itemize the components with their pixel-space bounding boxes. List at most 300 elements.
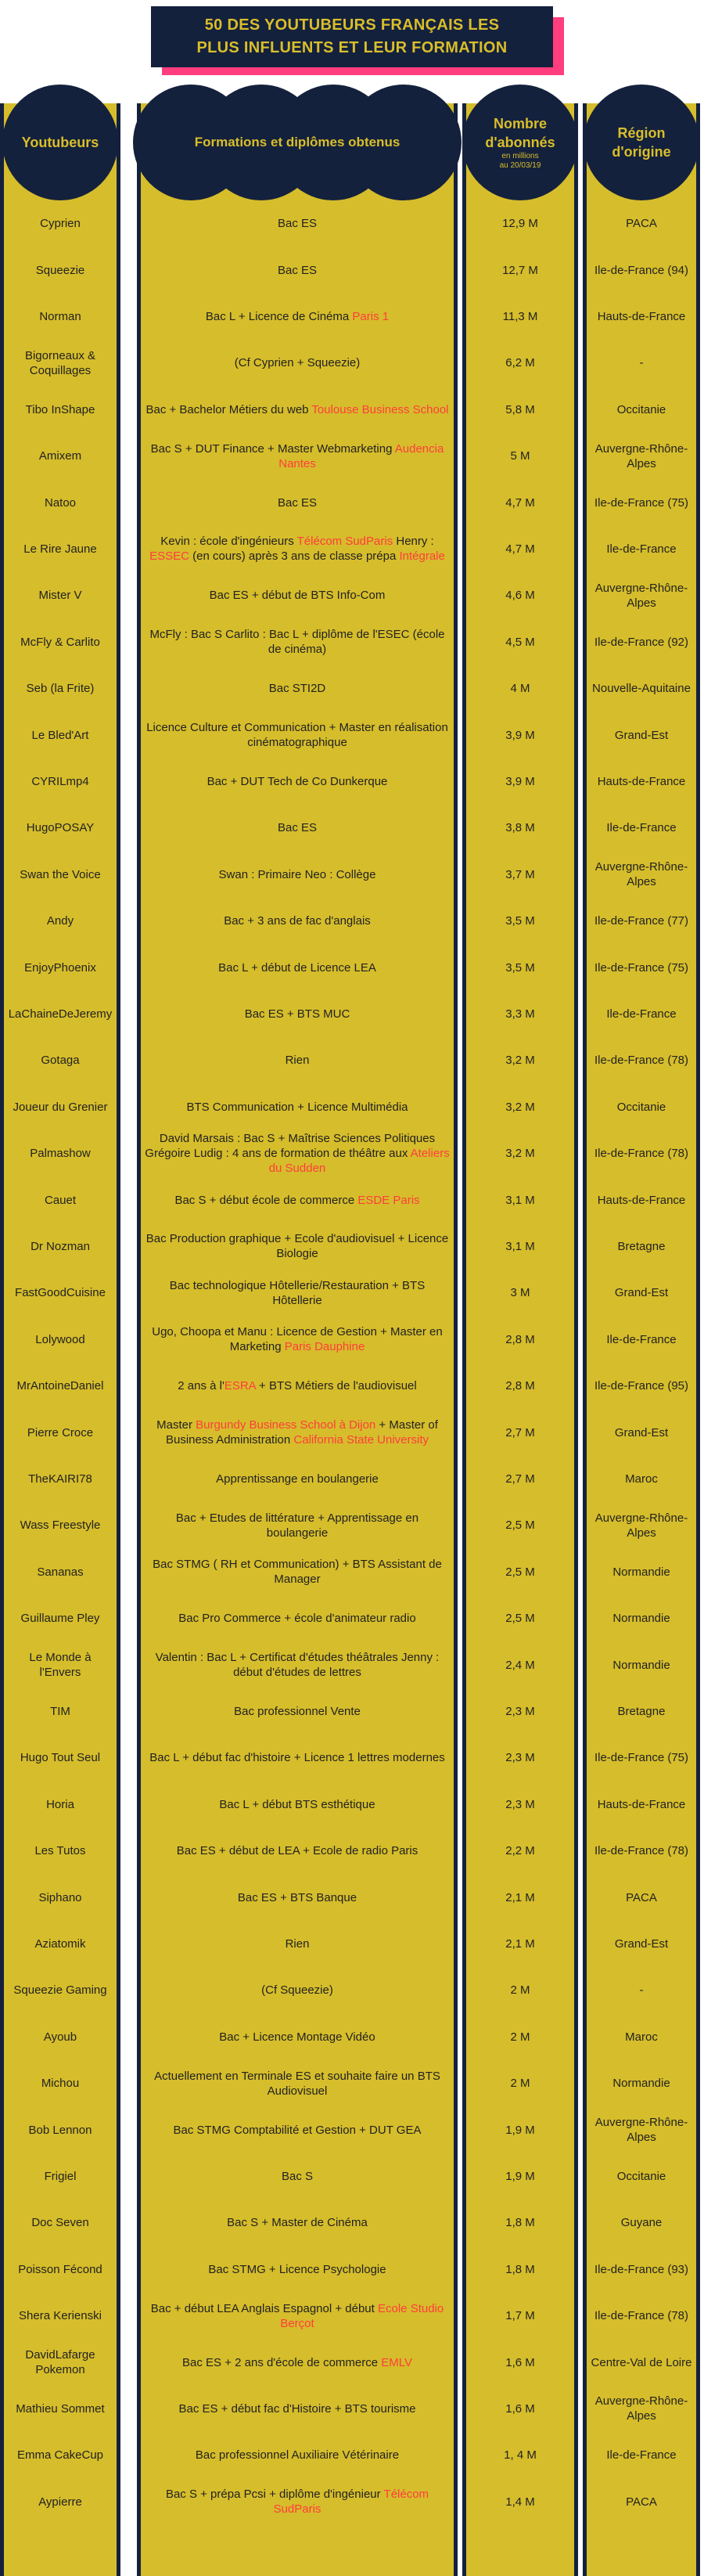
header-region-line-1: Région	[617, 125, 666, 141]
formation-text	[224, 913, 371, 928]
formation-text	[216, 1472, 379, 1486]
header-subs-note-1: en millions	[501, 152, 539, 160]
table-row	[0, 1317, 704, 1363]
table-row	[0, 433, 704, 479]
formation-text	[208, 2262, 386, 2277]
youtubeur-name: LaChaineDeJeremy	[8, 1007, 113, 1021]
formation-text	[282, 2169, 313, 2184]
formation-cell	[141, 2339, 454, 2385]
formation-text	[219, 2030, 375, 2045]
header-subs-line-2: d'abonnés	[485, 135, 555, 150]
youtubeur-name: Le Rire Jaune	[23, 542, 97, 556]
table-row	[0, 1641, 704, 1688]
formation-text	[206, 309, 389, 324]
youtubeur-name: Horia	[46, 1797, 74, 1811]
table-row	[0, 1176, 704, 1223]
origin-region: Auvergne-Rhône-Alpes	[594, 1511, 688, 1540]
formation-cell	[141, 2432, 454, 2478]
youtubeur-name: Sananas	[37, 1565, 84, 1579]
subscriber-count: 2,7 M	[505, 1425, 535, 1439]
formation-segment: Ugo, Choopa et Manu : Licence de Gestion + Master en Marketing	[152, 1325, 443, 1354]
formation-segment: Bac ES	[277, 821, 318, 835]
origin-region: Grand-Est	[614, 1286, 669, 1300]
youtubeur-name: Squeezie Gaming	[13, 1983, 107, 1998]
formation-cell	[141, 479, 454, 525]
formation-cell	[141, 1270, 454, 1316]
table-row	[0, 2153, 704, 2200]
youtubeur-name: TIM	[50, 1704, 70, 1718]
youtubeur-name: Shera Kerienski	[19, 2309, 102, 2323]
table-row	[0, 1874, 704, 1920]
table-row	[0, 2386, 704, 2432]
formation-segment: Bac STMG Comptabilité et Gestion + DUT GEA	[173, 2123, 422, 2137]
formation-segment: Bac ES	[277, 263, 318, 277]
formation-cell	[141, 1317, 454, 1363]
table-row	[0, 200, 704, 247]
formation-cell	[141, 387, 454, 433]
youtubeur-name: Michou	[41, 2077, 80, 2091]
subscriber-count: 3,8 M	[505, 821, 535, 835]
table-row	[0, 1363, 704, 1409]
formation-text	[144, 1650, 451, 1680]
formation-school-highlight: Télécom SudParis	[273, 2488, 429, 2517]
formation-segment: Bac S	[281, 2169, 314, 2183]
subscriber-count: 1,9 M	[505, 2123, 535, 2137]
origin-region: Ile-de-France (92)	[594, 635, 689, 649]
origin-region: Auvergne-Rhône-Alpes	[594, 860, 688, 889]
origin-region: Guyane	[620, 2216, 663, 2230]
youtubeur-name: DavidLafarge Pokemon	[25, 2348, 95, 2377]
formation-text	[278, 820, 317, 835]
table-row	[0, 944, 704, 990]
formation-cell	[141, 1921, 454, 1967]
formation-segment: Bac + Licence Montage Vidéo	[219, 2030, 375, 2044]
youtubeur-name: Siphano	[38, 1890, 82, 1904]
subscriber-count: 2,1 M	[505, 1937, 535, 1951]
origin-region: Hauts-de-France	[597, 774, 686, 788]
header-region	[583, 85, 700, 200]
formation-cell	[141, 991, 454, 1037]
formation-text	[278, 216, 317, 231]
table-row	[0, 665, 704, 712]
youtubeur-name: Emma CakeCup	[16, 2448, 104, 2463]
formation-segment: Bac Production graphique + Ecole d'audiovisuel + Licence Biologie	[145, 1232, 449, 1261]
origin-region: Ile-de-France (75)	[594, 960, 689, 975]
formation-cell	[141, 340, 454, 386]
formation-text	[269, 681, 326, 696]
formation-segment: Bac + Etudes de littérature + Apprentissage en boulangerie	[175, 1511, 419, 1540]
table-row	[0, 758, 704, 805]
subscriber-count: 4,7 M	[505, 542, 535, 556]
formation-text	[286, 1053, 310, 1068]
table-row	[0, 2106, 704, 2153]
table-row	[0, 991, 704, 1037]
origin-region: Centre-Val de Loire	[591, 2355, 692, 2369]
page-title	[151, 6, 553, 67]
formation-text	[144, 1324, 451, 1354]
subscriber-count: 3,9 M	[505, 774, 535, 788]
subscriber-count: 3,2 M	[505, 1100, 535, 1114]
subscriber-count: 2,5 M	[505, 1519, 535, 1533]
formation-school-highlight: Ateliers du Sudden	[268, 1147, 450, 1176]
formation-cell	[141, 898, 454, 944]
formation-cell	[141, 619, 454, 665]
table-row	[0, 2060, 704, 2106]
origin-region: Ile-de-France (78)	[594, 1147, 689, 1161]
subscriber-count: 2,7 M	[505, 1472, 535, 1486]
origin-region: PACA	[626, 2495, 657, 2509]
formation-segment: Kevin : école d'ingénieurs	[160, 535, 297, 549]
header-subs-note-2: au 20/03/19	[499, 161, 541, 170]
subscriber-count: 2 M	[510, 1983, 530, 1998]
youtubeur-name: Doc Seven	[31, 2216, 89, 2230]
formation-text	[245, 1007, 350, 1021]
formation-school-highlight: Burgundy Business School à Dijon	[196, 1418, 376, 1432]
header-name-label: Youtubeurs	[21, 134, 99, 150]
formation-segment: BTS Communication + Licence Multimédia	[186, 1100, 408, 1114]
formation-text	[149, 1750, 445, 1765]
subscriber-count: 1,8 M	[505, 2216, 535, 2230]
youtubeur-name: Le Bled'Art	[31, 728, 89, 742]
formation-cell	[141, 247, 454, 293]
formation-segment: Bac ES + 2 ans d'école de commerce	[182, 2355, 382, 2369]
youtubeur-name: Seb (la Frite)	[26, 682, 95, 696]
formation-segment: (Cf Cyprien + Squeezie)	[234, 356, 361, 370]
table-row	[0, 1130, 704, 1176]
formation-cell	[141, 2153, 454, 2200]
subscriber-count: 2,5 M	[505, 1612, 535, 1626]
formation-cell	[141, 2246, 454, 2293]
formation-text	[234, 1704, 361, 1719]
table-row	[0, 1921, 704, 1967]
subscriber-count: 5,8 M	[505, 402, 535, 416]
subscriber-count: 2,5 M	[505, 1565, 535, 1579]
youtubeur-name: Palmashow	[30, 1147, 91, 1161]
origin-region: Auvergne-Rhône-Alpes	[594, 581, 688, 610]
subscriber-count: 3,3 M	[505, 1007, 535, 1021]
formation-cell	[141, 2200, 454, 2246]
table-row	[0, 1595, 704, 1641]
formation-text	[186, 1100, 408, 1115]
formation-text	[210, 588, 386, 603]
header-youtubeurs	[2, 85, 118, 200]
youtubeur-name: Ayoub	[43, 2030, 77, 2044]
origin-region: Normandie	[612, 2077, 670, 2091]
origin-region: Nouvelle-Aquitaine	[592, 682, 691, 696]
table-row	[0, 2246, 704, 2293]
subscriber-count: 1,6 M	[505, 2401, 535, 2416]
youtubeur-name: Gotaga	[41, 1054, 80, 1068]
header-formations	[133, 85, 462, 200]
origin-region: Ile-de-France (75)	[594, 495, 689, 510]
formation-school-highlight: Paris Dauphine	[284, 1340, 365, 1354]
origin-region: Occitanie	[616, 2169, 666, 2183]
formation-school-highlight: ESRA	[224, 1379, 256, 1393]
formation-text	[219, 867, 376, 882]
youtubeur-name: FastGoodCuisine	[15, 1286, 106, 1300]
origin-region: Ile-de-France (94)	[594, 263, 689, 277]
table-row	[0, 1223, 704, 1270]
subscriber-count: 3,2 M	[505, 1147, 535, 1161]
formation-text	[207, 774, 388, 789]
table-row	[0, 1688, 704, 1735]
subscriber-count: 12,7 M	[502, 263, 538, 277]
formation-text	[144, 1131, 451, 1176]
subscriber-count: 3,1 M	[505, 1193, 535, 1207]
table-row	[0, 1084, 704, 1130]
origin-region: Grand-Est	[614, 1425, 669, 1439]
formation-text	[219, 1797, 375, 1812]
origin-region: Ile-de-France (77)	[594, 914, 689, 928]
formation-segment: Licence Culture et Communication + Master en réalisation cinématographique	[146, 721, 448, 750]
formation-school-highlight: Audencia Nantes	[278, 441, 444, 470]
table-row	[0, 526, 704, 572]
subscriber-count: 4,5 M	[505, 635, 535, 649]
formation-school-highlight: EMLV	[381, 2355, 412, 2369]
formation-cell	[141, 712, 454, 758]
formation-text	[144, 1278, 451, 1308]
formation-segment: Bac + Bachelor Métiers du web	[145, 402, 312, 416]
origin-region: PACA	[626, 1890, 657, 1904]
origin-region: Ile-de-France	[606, 1007, 677, 1021]
origin-region: Ile-de-France	[606, 821, 677, 835]
formation-segment: Bac technologique Hôtellerie/Restauration + BTS Hôtellerie	[169, 1278, 426, 1307]
origin-region: Normandie	[612, 1612, 670, 1626]
header-region-line-2: d'origine	[612, 144, 671, 160]
formation-segment: Swan : Primaire Neo : Collège	[218, 867, 376, 881]
formation-segment: Bac Pro Commerce + école d'animateur radio	[178, 1612, 416, 1626]
formation-text	[144, 1231, 451, 1261]
formation-cell	[141, 526, 454, 572]
formation-cell	[141, 2106, 454, 2153]
subscriber-count: 2,1 M	[505, 1890, 535, 1904]
youtubeur-name: Natoo	[44, 495, 77, 510]
origin-region: Occitanie	[616, 402, 666, 416]
origin-region: Occitanie	[616, 1100, 666, 1114]
formation-segment: Bac STMG + Licence Psychologie	[208, 2262, 386, 2276]
formation-cell	[141, 1084, 454, 1130]
origin-region: Maroc	[625, 2030, 658, 2044]
table-row	[0, 852, 704, 898]
formation-segment: Bac ES	[277, 495, 318, 510]
formation-segment: Bac ES + BTS Banque	[237, 1890, 357, 1904]
subscriber-count: 1,4 M	[505, 2495, 535, 2509]
youtubeur-name: Mathieu Sommet	[16, 2401, 105, 2416]
table-row	[0, 387, 704, 433]
formation-text	[144, 1418, 451, 1447]
table-row	[0, 1782, 704, 1828]
origin-region: Auvergne-Rhône-Alpes	[594, 441, 688, 470]
formation-cell	[141, 2060, 454, 2106]
formation-cell	[141, 1502, 454, 1548]
formation-cell	[141, 433, 454, 479]
formation-segment: Apprentissange en boulangerie	[216, 1472, 379, 1486]
youtubeur-name: Pierre Croce	[27, 1425, 94, 1439]
youtubeur-name: TheKAIRI78	[28, 1472, 92, 1486]
formation-segment: Bac ES	[277, 217, 318, 231]
formation-segment: Bac ES + début fac d'Histoire + BTS tourisme	[178, 2401, 416, 2416]
formation-text	[174, 2123, 422, 2138]
formation-text	[145, 402, 448, 417]
formation-segment: Master	[156, 1418, 196, 1432]
subscriber-count: 2 M	[510, 2030, 530, 2044]
subscriber-count: 2,8 M	[505, 1332, 535, 1346]
formation-cell	[141, 1967, 454, 2013]
origin-region: Bretagne	[617, 1704, 666, 1718]
origin-region: Ile-de-France (93)	[594, 2262, 689, 2276]
subscriber-count: 4,6 M	[505, 589, 535, 603]
origin-region: Ile-de-France (78)	[594, 1844, 689, 1858]
subscriber-count: 12,9 M	[502, 217, 538, 231]
formation-cell	[141, 2386, 454, 2432]
origin-region: Normandie	[612, 1658, 670, 1672]
header-abonnes	[462, 85, 578, 200]
formation-text	[235, 355, 361, 370]
subscriber-count: 3,7 M	[505, 867, 535, 881]
title-line-1: 50 DES YOUTUBEURS FRANÇAIS LES	[204, 16, 500, 34]
table-row	[0, 2479, 704, 2525]
subscriber-count: 4,7 M	[505, 495, 535, 510]
formation-text	[196, 2448, 399, 2463]
youtubeur-name: Cauet	[44, 1193, 77, 1207]
formation-segment: Actuellement en Terminale ES et souhaite faire un BTS Audiovisuel	[154, 2069, 440, 2098]
origin-region: Hauts-de-France	[597, 1193, 686, 1207]
formation-text	[144, 2069, 451, 2099]
header-subs-label	[462, 85, 578, 200]
formation-text	[144, 1511, 451, 1540]
origin-region: Ile-de-France (78)	[594, 2309, 689, 2323]
table-row	[0, 340, 704, 386]
subscriber-count: 2,3 M	[505, 1797, 535, 1811]
formation-text	[286, 1937, 310, 1951]
subscriber-count: 2,2 M	[505, 1844, 535, 1858]
formation-segment: Bac S + Master de Cinéma	[227, 2216, 368, 2230]
subscriber-count: 3,9 M	[505, 728, 535, 742]
formation-segment: Bac ES + début de LEA + Ecole de radio Paris	[176, 1844, 418, 1858]
formation-cell	[141, 1874, 454, 1920]
subscriber-count: 1, 4 M	[504, 2448, 537, 2463]
formation-segment: Bac professionnel Vente	[234, 1704, 361, 1718]
formation-cell	[141, 1782, 454, 1828]
youtubeur-name: McFly & Carlito	[20, 635, 100, 649]
youtubeur-name: Le Monde à l'Envers	[29, 1651, 92, 1680]
youtubeur-name: Cyprien	[40, 217, 81, 231]
formation-segment: Bac L + début de Licence LEA	[218, 960, 376, 975]
formation-segment: Bac S + début école de commerce	[174, 1193, 358, 1207]
formation-text	[278, 495, 317, 510]
formation-text	[144, 627, 451, 657]
formation-segment: Bac professionnel Auxiliaire Vétérinaire	[195, 2448, 400, 2463]
subscriber-count: 2,3 M	[505, 1751, 535, 1765]
origin-region: PACA	[626, 217, 657, 231]
youtubeur-name: Bigorneaux & Coquillages	[24, 348, 96, 377]
formation-cell	[141, 1828, 454, 1874]
formation-segment: Rien	[285, 1054, 310, 1068]
youtubeur-name: MrAntoineDaniel	[16, 1379, 104, 1393]
origin-region: Grand-Est	[614, 1937, 669, 1951]
formation-cell	[141, 572, 454, 618]
formation-segment: 2 ans à l'	[178, 1379, 224, 1393]
youtubeur-name: Andy	[46, 914, 74, 928]
youtubeur-name: Guillaume Pley	[20, 1612, 100, 1626]
youtubeur-name: HugoPOSAY	[26, 821, 95, 835]
formation-cell	[141, 1223, 454, 1270]
table-row	[0, 1037, 704, 1083]
subscriber-count: 11,3 M	[502, 309, 538, 323]
formation-text	[174, 1193, 419, 1208]
youtubeur-name: Frigiel	[44, 2169, 77, 2183]
formation-segment: David Marsais : Bac S + Maîtrise Sciences Politiques Grégoire Ludig : 4 ans de formation de théâtre aux	[145, 1132, 436, 1161]
formation-cell	[141, 1176, 454, 1223]
subscriber-count: 6,2 M	[505, 356, 535, 370]
formation-school-highlight: ESDE Paris	[357, 1193, 420, 1207]
formation-text	[144, 720, 451, 750]
formation-school-highlight: ESSEC	[149, 549, 189, 564]
formation-school-highlight: California State University	[293, 1433, 429, 1447]
formation-segment: + BTS Métiers de l'audiovisuel	[255, 1379, 417, 1393]
table-row	[0, 2339, 704, 2385]
formation-segment: Bac S + prépa Pcsi + diplôme d'ingénieur	[165, 2488, 384, 2502]
formation-segment: Bac ES + BTS MUC	[244, 1007, 350, 1021]
formation-text	[144, 2301, 451, 2331]
formation-text	[278, 263, 317, 278]
formation-text	[144, 1557, 451, 1587]
youtubeur-name: Les Tutos	[34, 1844, 86, 1858]
header-formation-label: Formations et diplômes obtenus	[194, 135, 400, 150]
origin-region: -	[639, 1983, 644, 1998]
subscriber-count: 4 M	[510, 682, 530, 696]
subscriber-count: 2,3 M	[505, 1704, 535, 1718]
formation-text	[178, 2401, 415, 2416]
formation-cell	[141, 1688, 454, 1735]
table-row	[0, 898, 704, 944]
origin-region: Bretagne	[617, 1239, 666, 1253]
formation-segment: Rien	[285, 1937, 310, 1951]
formation-cell	[141, 1641, 454, 1688]
origin-region: Hauts-de-France	[597, 309, 686, 323]
origin-region: Ile-de-France (95)	[594, 1379, 689, 1393]
formation-cell	[141, 1130, 454, 1176]
formation-school-highlight: Toulouse Business School	[311, 402, 449, 416]
origin-region: Grand-Est	[614, 728, 669, 742]
youtubeur-name: Swan the Voice	[20, 867, 101, 881]
table-row	[0, 294, 704, 340]
table-row	[0, 1270, 704, 1316]
formation-text	[144, 2487, 451, 2517]
youtubeur-name: Bob Lennon	[28, 2123, 92, 2137]
formation-school-highlight: Ecole Studio Berçot	[280, 2301, 444, 2330]
formation-segment: McFly : Bac S Carlito : Bac L + diplôme de l'ESEC (école de cinéma)	[149, 628, 445, 657]
youtubeur-name: Aziatomik	[34, 1937, 86, 1951]
formation-cell	[141, 294, 454, 340]
subscriber-count: 1,6 M	[505, 2355, 535, 2369]
table-row	[0, 1735, 704, 1781]
subscriber-count: 3,5 M	[505, 914, 535, 928]
subscriber-count: 2 M	[510, 2077, 530, 2091]
youtubeur-name: Hugo Tout Seul	[20, 1751, 101, 1765]
origin-region: Ile-de-France (75)	[594, 1751, 689, 1765]
formation-segment: Bac + début LEA Anglais Espagnol + début	[150, 2301, 378, 2315]
youtubeur-name: Amixem	[38, 449, 82, 463]
origin-region: Ile-de-France (78)	[594, 1054, 689, 1068]
table-row	[0, 805, 704, 851]
formation-cell	[141, 1549, 454, 1595]
formation-segment: (en cours) après 3 ans de classe prépa	[189, 549, 400, 564]
youtubeur-name: CYRILmp4	[31, 774, 89, 788]
youtubeur-name: Aypierre	[38, 2495, 82, 2509]
youtubeur-name: Mister V	[38, 589, 82, 603]
origin-region: Ile-de-France	[606, 1332, 677, 1346]
